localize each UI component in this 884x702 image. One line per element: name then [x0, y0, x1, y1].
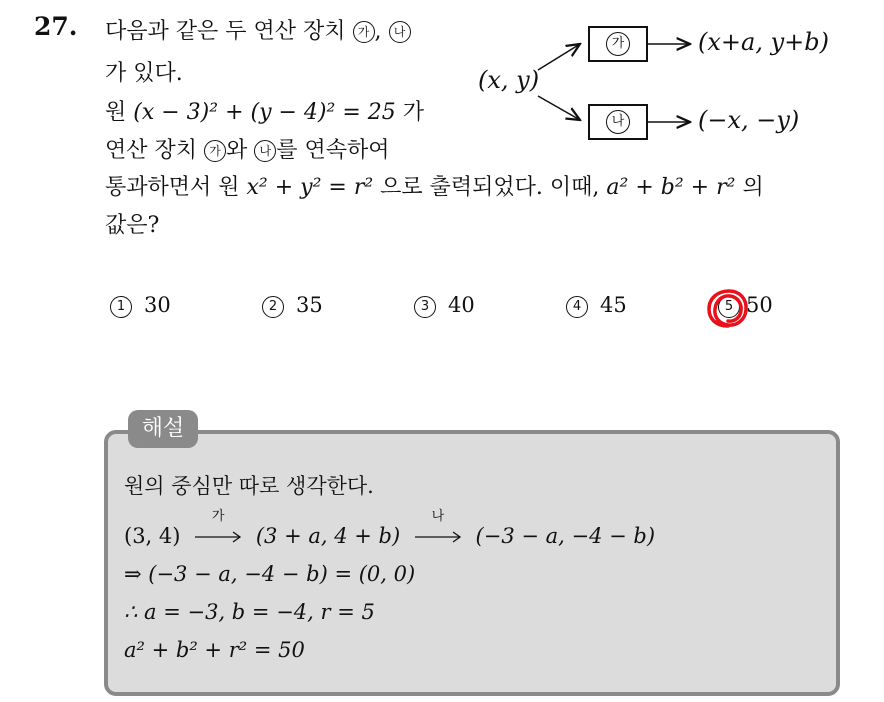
- question-line-5: [105, 170, 764, 201]
- output-a: (x+a, y+b): [698, 28, 829, 56]
- device-b-symbol: 나: [606, 110, 630, 134]
- long-arrow-icon: [193, 525, 243, 545]
- choice-label: 35: [296, 293, 323, 317]
- question-text: 를 연속하여: [276, 138, 390, 163]
- target-expression: a² + b² + r²: [606, 175, 736, 200]
- question-text: 의: [742, 175, 764, 200]
- separator: ,: [374, 19, 382, 44]
- circle-equation: (x − 3)² + (y − 4)² = 25: [133, 100, 396, 125]
- choice-label: 45: [600, 293, 627, 317]
- choice-label: 40: [448, 293, 475, 317]
- choice-number: 4: [566, 296, 588, 318]
- question-line-4: [105, 133, 390, 164]
- device-a-symbol: 가: [204, 140, 226, 162]
- center-after-b: (−3 − a, −4 − b): [475, 524, 656, 548]
- arrow-to-device-b: [538, 96, 580, 120]
- solution-line-2: [124, 509, 656, 548]
- red-scribble: [709, 291, 746, 326]
- device-a-symbol: 가: [606, 32, 630, 56]
- choice-number: 1: [110, 296, 132, 318]
- output-b: (−x, −y): [698, 106, 800, 134]
- question-text: 으로 출력되었다. 이때,: [380, 175, 600, 200]
- choice-number: 2: [262, 296, 284, 318]
- choice-4[interactable]: [566, 293, 627, 318]
- choice-2[interactable]: [262, 293, 323, 318]
- question-line-2: 가 있다.: [105, 61, 183, 86]
- diagram-input: (x, y): [478, 66, 540, 94]
- question-text: 다음과 같은 두 연산 장치: [105, 19, 346, 44]
- question-text: 원: [105, 100, 127, 125]
- solution-line-4: ∴ a = −3, b = −4, r = 5: [124, 600, 375, 624]
- output-circle-equation: x² + y² = r²: [246, 175, 374, 200]
- solution-line-3: ⇒ (−3 − a, −4 − b) = (0, 0): [124, 562, 416, 586]
- arrow-to-device-a: [538, 44, 580, 70]
- question-number: 27.: [34, 12, 78, 41]
- center-after-a: (3 + a, 4 + b): [255, 524, 401, 548]
- choice-1[interactable]: [110, 293, 171, 318]
- question-line-6: 값은?: [105, 213, 160, 238]
- long-arrow-icon: [413, 525, 463, 545]
- choice-label: 50: [746, 293, 773, 317]
- device-b-symbol: 나: [254, 140, 276, 162]
- arrow-label: 가: [211, 509, 225, 524]
- solution-line-5: a² + b² + r² = 50: [124, 638, 305, 662]
- question-text: 연산 장치: [105, 138, 198, 163]
- question-line-1: [105, 14, 411, 45]
- device-a-symbol: 가: [353, 21, 375, 43]
- transform-arrow-a: [193, 509, 243, 545]
- answer-mark-icon: [703, 284, 753, 334]
- device-a-box: [588, 26, 648, 62]
- transform-arrow-b: [413, 509, 463, 545]
- operation-diagram: [478, 20, 878, 150]
- center-start: (3, 4): [124, 524, 181, 548]
- question-text: 가: [402, 100, 425, 125]
- arrow-label: 나: [431, 509, 445, 524]
- solution-tag: 해설: [128, 410, 198, 448]
- question-text: 와: [226, 138, 248, 163]
- question-line-3: [105, 95, 424, 126]
- choice-number: 3: [414, 296, 436, 318]
- choice-label: 30: [144, 293, 171, 317]
- choice-3[interactable]: [414, 293, 475, 318]
- question-text: 통과하면서 원: [105, 175, 240, 200]
- solution-line-1: 원의 중심만 따로 생각한다.: [124, 474, 374, 498]
- choice-number: 5: [718, 296, 740, 318]
- device-b-box: [588, 104, 648, 140]
- device-b-symbol: 나: [389, 21, 411, 43]
